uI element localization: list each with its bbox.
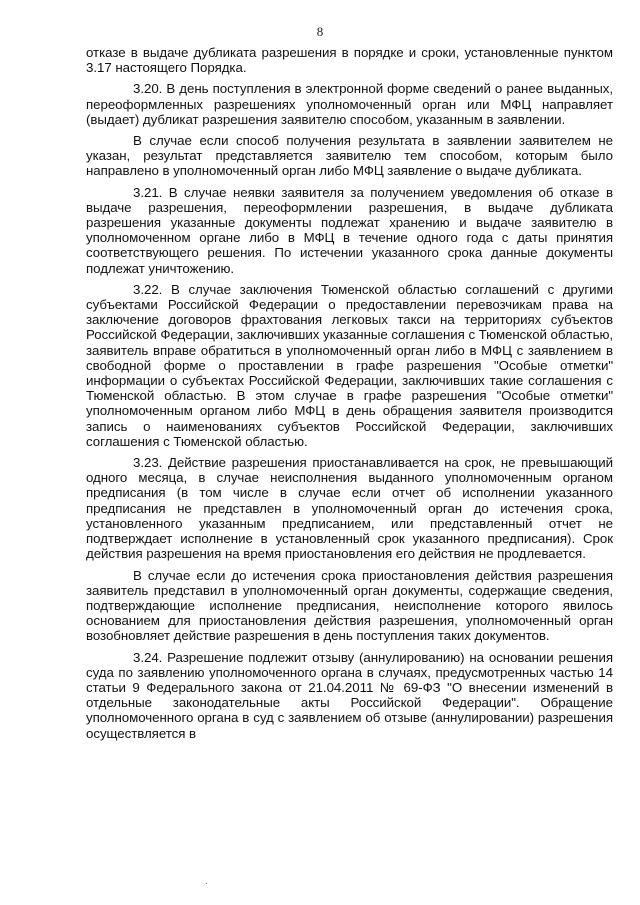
paragraph-3-22: 3.22. В случае заключения Тюменской областью соглашений с другими субъектами Российской Федерации о предоставлении перевозчикам права на заключение договоров фрахтования легковых такси на территориях субъектов Российской Федерации, заключивших указанные соглашения с Тюменской областью, заявитель вправе обратиться в уполномоченный орган либо в МФЦ с заявлением в свободной форме о проставлении в графе разрешения "Особые отметки" информации о субъектах Российской Федерации, заключивших такие соглашения с Тюменской областью. В этом случае в графе разрешения "Особые отметки" уполномоченным органом либо МФЦ в день обращения заявителя производится запись о наименованиях субъектов Российской Федерации, заключивших соглашения с Тюменской областью.	[86, 281, 614, 449]
paragraph-3-24: 3.24. Разрешение подлежит отзыву (аннулированию) на основании решения суда по заявлению уполномоченного органа в случаях, предусмотренных частью 14 статьи 9 Федерального закона от 21.04.2011 № 69-ФЗ "О внесении изменений в отдельные законодательные акты Российской Федерации". Обращение уполномоченного органа в суд с заявлением об отзыве (аннулировании) разрешения осуществляется в	[86, 649, 613, 741]
page-number: 8	[316, 24, 324, 39]
paragraph-3-23: 3.23. Действие разрешения приостанавливается на срок, не превышающий одного месяца, в случае неисполнения выданного уполномоченным органом предписания (в том числе в случае если отчет об исполнении указанного предписания не представлен в уполномоченный орган до истечения срока, установленного указанным предписанием, или представленный отчет не подтверждает исполнение в установленный срок указанного предписания). Срок действия разрешения на время приостановления его действия не продлевается.	[86, 455, 613, 562]
document-body	[86, 45, 613, 747]
paragraph-3-20-note: В случае если способ получения результата в заявлении заявителем не указан, результат представляется заявителю тем способом, которым было направлено в уполномоченный орган либо МФЦ заявление о выдаче дубликата.	[86, 133, 613, 179]
scan-speck: .	[205, 876, 208, 887]
paragraph-3-21: 3.21. В случае неявки заявителя за получением уведомления об отказе в выдаче разрешения, переоформлении разрешения, в выдаче дубликата разрешения указанные документы подлежат хранению и выдаче заявителю в уполномоченном органе либо в МФЦ в течение одного года с даты принятия соответствующего решения. По истечении указанного срока данные документы подлежат уничтожению.	[86, 184, 613, 276]
paragraph-continuation: отказе в выдаче дубликата разрешения в порядке и сроки, установленные пунктом 3.17 настоящего Порядка.	[86, 45, 613, 76]
paragraph-3-23-note: В случае если до истечения срока приостановления действия разрешения заявитель представил в уполномоченный орган документы, содержащие сведения, подтверждающие исполнение предписания, неисполнение которого явилось основанием для приостановления действия разрешения, уполномоченный орган возобновляет действие разрешения в день поступления таких документов.	[86, 567, 613, 644]
paragraph-3-20: 3.20. В день поступления в электронной форме сведений о ранее выданных, переоформленных разрешениях уполномоченный орган или МФЦ направляет (выдает) дубликат разрешения заявителю способом, указанным в заявлении.	[86, 81, 613, 127]
